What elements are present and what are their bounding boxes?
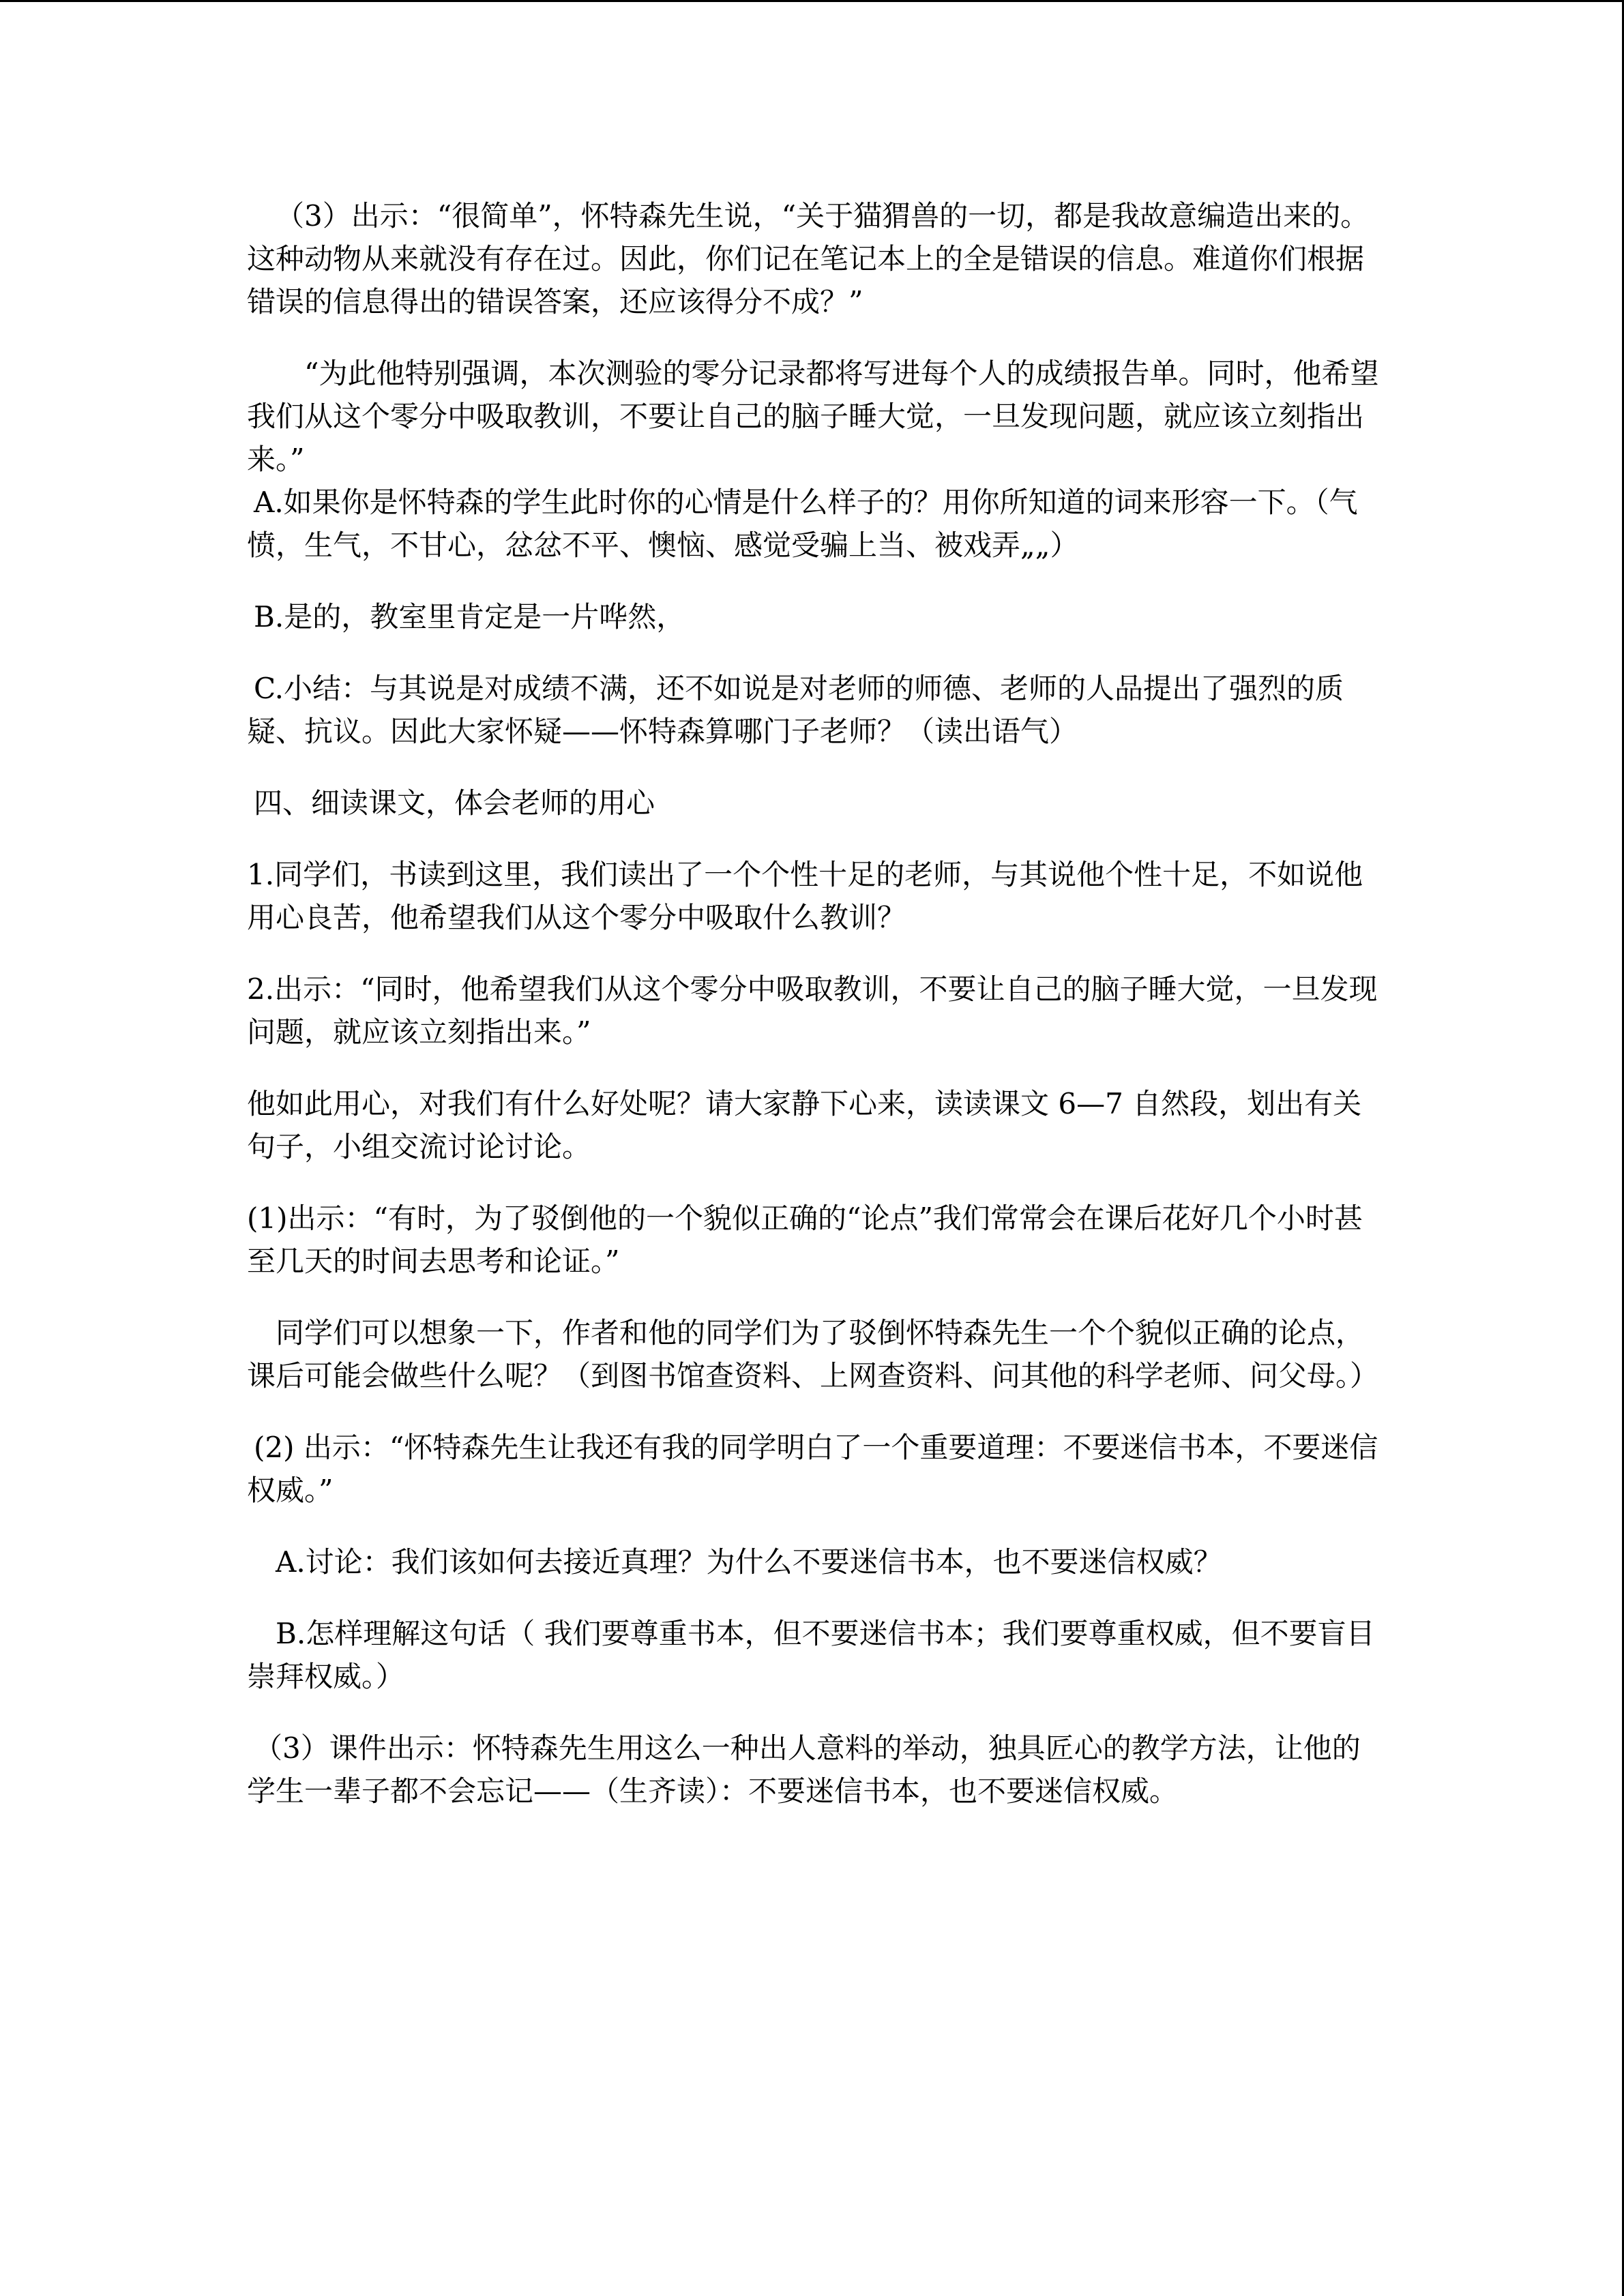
paragraph-sub-1: (1)出示：“有时，为了驳倒他的一个貌似正确的“论点”我们常常会在课后花好几个小时甚至几天的时间去思考和论证。”	[247, 1202, 1363, 1278]
paragraph-sub-2: (2) 出示：“怀特森先生让我还有我的同学明白了一个重要道理：不要迷信书本，不要迷信权威。”	[247, 1431, 1378, 1507]
paragraph-sub-3: （3）课件出示：怀特森先生用这么一种出人意料的举动，独具匠心的教学方法，让他的学生一辈子都不会忘记——（生齐读）：不要迷信书本，也不要迷信权威。	[247, 1731, 1361, 1808]
paragraph-item-b: B.是的，教室里肯定是一片哗然，	[254, 600, 685, 633]
paragraph-point-1: 1.同学们，书读到这里，我们读出了一个个性十足的老师，与其说他个性十足，不如说他用心良苦，他希望我们从这个零分中吸取什么教训？	[247, 858, 1363, 934]
paragraph-sub-2-b: B.怎样理解这句话（ 我们要尊重书本，但不要迷信书本；我们要尊重权威，但不要盲目崇拜权威。）	[247, 1617, 1375, 1693]
paragraph-question: 他如此用心，对我们有什么好处呢？请大家静下心来，读读课文 6—7 自然段，划出有关句子，小组交流讨论讨论。	[247, 1087, 1362, 1163]
paragraph-item-a-feelings: A.如果你是怀特森的学生此时你的心情是什么样子的？用你所知道的词来形容一下。（气愤，生气，不甘心，忿忿不平、懊恼、感觉受骗上当、被戏弄„„）	[247, 486, 1358, 562]
section-heading-four: 四、细读课文，体会老师的用心	[254, 786, 655, 820]
paragraph-sub-2-a: A.讨论：我们该如何去接近真理？为什么不要迷信书本，也不要迷信权威？	[276, 1545, 1222, 1579]
paragraph-item-c-summary: C.小结：与其说是对成绩不满，还不如说是对老师的师德、老师的人品提出了强烈的质疑、抗议。因此大家怀疑——怀特森算哪门子老师？（读出语气）	[247, 672, 1344, 748]
document-body	[247, 194, 1382, 1841]
paragraph-point-2: 2.出示：“同时，他希望我们从这个零分中吸取教训，不要让自己的脑子睡大觉，一旦发现问题，就应该立刻指出来。”	[247, 972, 1378, 1049]
paragraph-quote-zero-score: “为此他特别强调，本次测验的零分记录都将写进每个人的成绩报告单。同时，他希望我们从这个零分中吸取教训，不要让自己的脑子睡大觉，一旦发现问题，就应该立刻指出来。”	[247, 357, 1379, 476]
paragraph-imagine: 同学们可以想象一下，作者和他的同学们为了驳倒怀特森先生一个个貌似正确的论点，课后可能会做些什么呢？（到图书馆查资料、上网查资料、问其他的科学老师、问父母。）	[247, 1316, 1379, 1392]
paragraph-quote-simple: （3）出示：“很简单”，怀特森先生说，“关于猫猬兽的一切，都是我故意编造出来的。这种动物从来就没有存在过。因此，你们记在笔记本上的全是错误的信息。难道你们根据错误的信息得出的错误答案，还应该得分不成？”	[247, 199, 1370, 318]
